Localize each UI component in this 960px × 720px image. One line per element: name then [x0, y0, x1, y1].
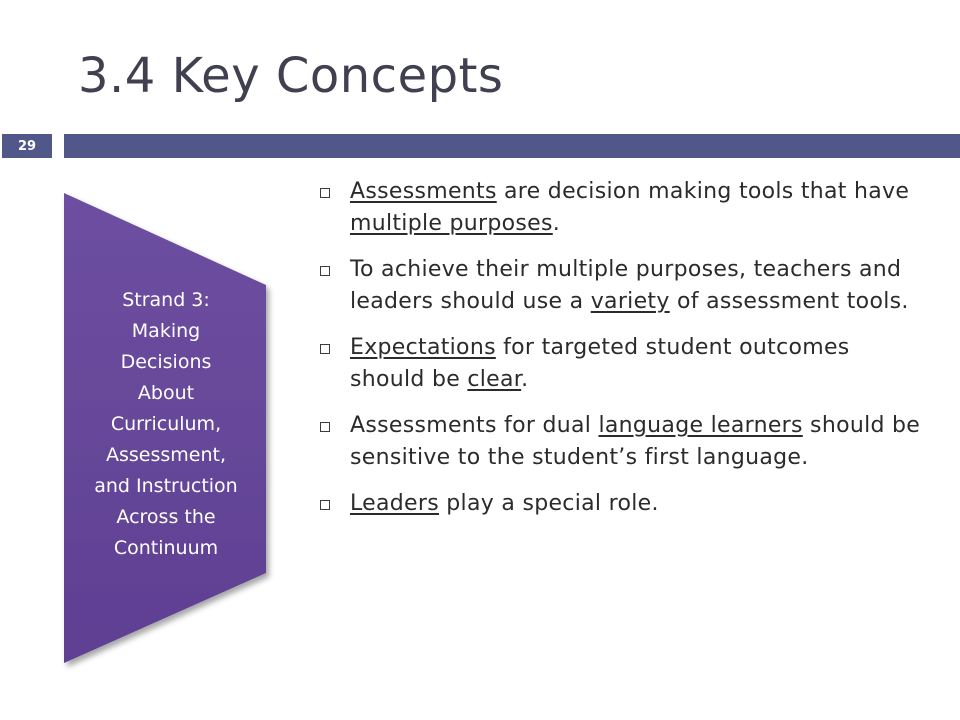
slide-title: 3.4 Key Concepts: [78, 48, 504, 104]
strand-line: Making: [131, 320, 201, 342]
strand-label: [66, 285, 266, 564]
strand-line: Curriculum,: [110, 413, 222, 435]
bullet-text: To achieve their multiple purposes, teachers and leaders should use a: [350, 257, 902, 314]
bullet-text: multiple purposes: [350, 211, 553, 236]
bullet-text: Assessments: [350, 179, 497, 204]
bullet-text: Leaders: [350, 491, 439, 516]
header-bar: [64, 134, 960, 158]
square-bullet-icon: [320, 500, 330, 510]
bullet-text: of assessment tools.: [669, 289, 909, 314]
strand-line: and Instruction: [94, 475, 238, 497]
bullet-text: clear: [467, 367, 522, 392]
list-item: [318, 332, 928, 396]
bullet-text: are decision making tools that have: [496, 179, 910, 204]
list-item: [318, 254, 928, 318]
bullet-text: language learners: [598, 413, 803, 438]
bullet-text: variety: [590, 289, 670, 314]
key-concepts-list: [318, 176, 928, 534]
square-bullet-icon: [320, 422, 330, 432]
list-item: [318, 176, 928, 240]
bullet-text: .: [552, 211, 561, 236]
list-item: [318, 488, 928, 520]
square-bullet-icon: [320, 188, 330, 198]
bullet-text: play a special role.: [439, 491, 659, 516]
list-item: [318, 410, 928, 474]
strand-line: About: [137, 382, 195, 404]
bullet-text: Expectations: [350, 335, 496, 360]
square-bullet-icon: [320, 344, 330, 354]
square-bullet-icon: [320, 266, 330, 276]
strand-line: Continuum: [113, 537, 219, 559]
bullet-text: for targeted student outcomes should be: [350, 335, 850, 392]
strand-line: Strand 3:: [122, 289, 210, 311]
bullet-text: Assessments for dual: [350, 413, 599, 438]
slide-number: 29: [2, 134, 52, 158]
bullet-text: should be sensitive to the student’s first language.: [350, 413, 921, 470]
strand-line: Assessment,: [105, 444, 226, 466]
bullet-text: .: [521, 367, 529, 392]
strand-line: Across the: [116, 506, 216, 528]
strand-line: Decisions: [120, 351, 212, 373]
